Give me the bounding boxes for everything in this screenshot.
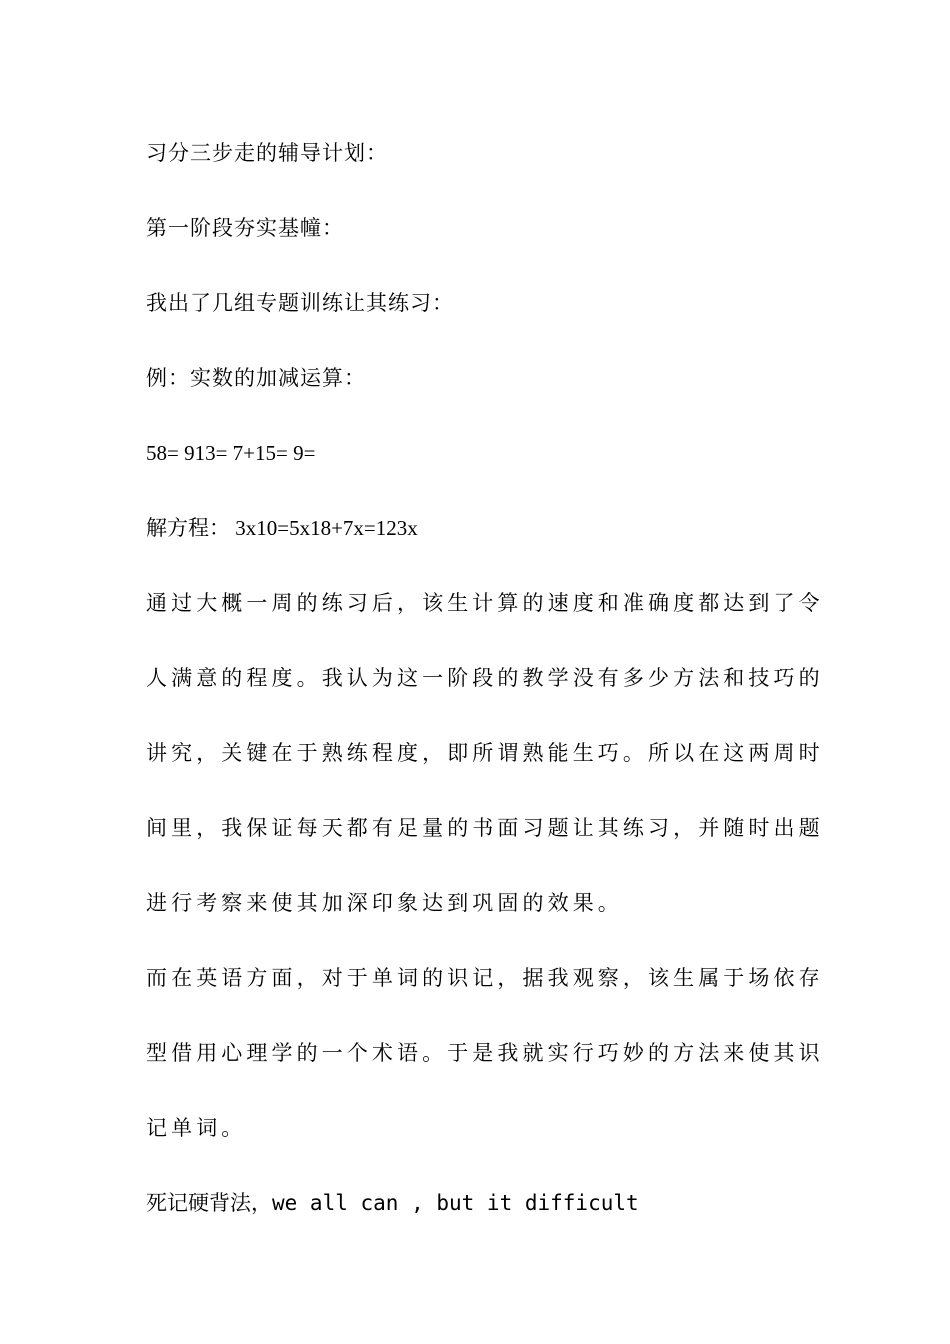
text-line-14: 记单词。 bbox=[146, 1116, 247, 1140]
text-line-6: 解方程： 3x10=5x18+7x=123x bbox=[146, 516, 418, 540]
text-line-5: 58= 913= 7+15= 9= bbox=[146, 441, 316, 465]
text-line-4: 例：实数的加减运算： bbox=[146, 366, 366, 390]
text-line-13: 型借用心理学的一个术语。于是我就实行巧妙的方法来使其识 bbox=[146, 1041, 824, 1065]
text-line-15: 死记硬背法，we all can , but it difficult bbox=[146, 1191, 639, 1215]
text-line-2: 第一阶段夯实基幢： bbox=[146, 216, 344, 240]
text-line-12: 而在英语方面，对于单词的识记，据我观察，该生属于场依存 bbox=[146, 966, 824, 990]
text-line-9: 讲究，关键在于熟练程度，即所谓熟能生巧。所以在这两周时 bbox=[146, 741, 824, 765]
text-line-7: 通过大概一周的练习后，该生计算的速度和准确度都达到了令 bbox=[146, 591, 824, 615]
text-line-1: 习分三步走的辅导计划： bbox=[146, 141, 388, 165]
text-line-8: 人满意的程度。我认为这一阶段的教学没有多少方法和技巧的 bbox=[146, 666, 824, 690]
text-line-10: 间里，我保证每天都有足量的书面习题让其练习，并随时出题 bbox=[146, 816, 824, 840]
text-line-11: 进行考察来使其加深印象达到巩固的效果。 bbox=[146, 891, 623, 915]
text-line-3: 我出了几组专题训练让其练习： bbox=[146, 291, 454, 315]
